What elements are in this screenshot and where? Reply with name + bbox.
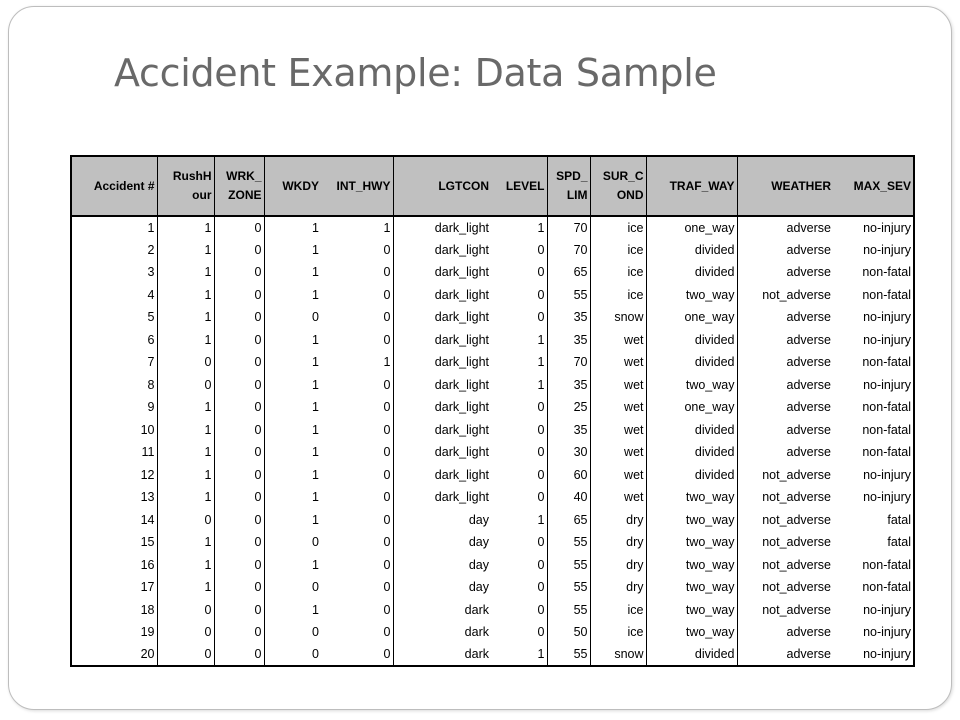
table-cell: 35 bbox=[547, 306, 590, 329]
table-cell: 0 bbox=[157, 599, 214, 622]
table-cell: wet bbox=[590, 486, 646, 509]
table-cell: no-injury bbox=[863, 220, 911, 235]
table-row bbox=[71, 441, 914, 464]
table-cell: 0 bbox=[321, 486, 393, 509]
table-cell: 0 bbox=[321, 239, 393, 262]
table-cell: 0 bbox=[312, 535, 319, 550]
table-cell: adverse bbox=[786, 377, 831, 392]
table-cell: no-injury bbox=[863, 377, 911, 392]
table-cell: 60 bbox=[547, 464, 590, 487]
table-cell: 0 bbox=[312, 580, 319, 595]
table-cell: non-fatal bbox=[862, 445, 911, 460]
table-cell: 0 bbox=[491, 464, 547, 487]
table-cell: 19 bbox=[71, 621, 157, 644]
table-cell: adverse bbox=[786, 242, 831, 257]
table-cell: dark_light bbox=[434, 242, 489, 257]
table-cell: 0 bbox=[214, 239, 264, 262]
table-cell: two_way bbox=[646, 599, 737, 622]
table-cell: non-fatal bbox=[862, 580, 911, 595]
table-cell: wet bbox=[590, 329, 646, 352]
table-cell: 14 bbox=[71, 509, 157, 532]
table-cell: 0 bbox=[157, 351, 214, 374]
table-cell: adverse bbox=[786, 647, 831, 662]
table-cell: dry bbox=[590, 531, 646, 554]
table-cell: 0 bbox=[214, 306, 264, 329]
table-cell: 1 bbox=[312, 512, 319, 527]
table-cell: divided bbox=[646, 644, 737, 667]
table-row bbox=[71, 374, 914, 397]
table-cell: not_adverse bbox=[762, 490, 831, 505]
table-cell: 65 bbox=[547, 261, 590, 284]
table-cell: snow bbox=[590, 306, 646, 329]
table-cell: 1 bbox=[312, 557, 319, 572]
table-cell: 0 bbox=[491, 284, 547, 307]
table-cell: 1 bbox=[312, 490, 319, 505]
table-cell: non-fatal bbox=[862, 355, 911, 370]
table-cell: day bbox=[468, 557, 489, 572]
table-cell: 0 bbox=[321, 419, 393, 442]
table-cell: 0 bbox=[157, 509, 214, 532]
column-header: WEATHER bbox=[737, 156, 833, 216]
table-cell: one_way bbox=[646, 306, 737, 329]
table-cell: 0 bbox=[214, 284, 264, 307]
table-cell: not_adverse bbox=[762, 467, 831, 482]
table-cell: 16 bbox=[71, 554, 157, 577]
table-cell: dark_light bbox=[434, 400, 489, 415]
column-header: WRK_ ZONE bbox=[214, 156, 264, 216]
table-cell: 70 bbox=[547, 351, 590, 374]
table-cell: ice bbox=[590, 239, 646, 262]
table-cell: 0 bbox=[321, 306, 393, 329]
table-cell: 55 bbox=[547, 599, 590, 622]
table-cell: no-injury bbox=[863, 242, 911, 257]
table-cell: 55 bbox=[547, 531, 590, 554]
table-cell: 0 bbox=[157, 621, 214, 644]
table-cell: 1 bbox=[312, 355, 319, 370]
table-cell: two_way bbox=[646, 284, 737, 307]
accident-data-table bbox=[70, 155, 915, 667]
table-cell: non-fatal bbox=[862, 400, 911, 415]
table-cell: 55 bbox=[547, 554, 590, 577]
table-cell: no-injury bbox=[863, 490, 911, 505]
table-cell: 18 bbox=[71, 599, 157, 622]
table-cell: 1 bbox=[157, 396, 214, 419]
table-cell: 0 bbox=[491, 531, 547, 554]
table-cell: no-injury bbox=[863, 602, 911, 617]
table-cell: adverse bbox=[786, 400, 831, 415]
table-cell: 1 bbox=[312, 220, 319, 235]
table-cell: 55 bbox=[547, 644, 590, 667]
table-cell: divided bbox=[646, 351, 737, 374]
table-cell: 1 bbox=[491, 216, 547, 239]
column-header: LEVEL bbox=[491, 156, 547, 216]
table-cell: 0 bbox=[157, 644, 214, 667]
table-cell: wet bbox=[590, 351, 646, 374]
table-row bbox=[71, 599, 914, 622]
table-cell: 0 bbox=[214, 486, 264, 509]
table-row bbox=[71, 306, 914, 329]
table-cell: non-fatal bbox=[862, 287, 911, 302]
table-row bbox=[71, 419, 914, 442]
table-cell: wet bbox=[590, 419, 646, 442]
table-cell: adverse bbox=[786, 310, 831, 325]
table-cell: 50 bbox=[547, 621, 590, 644]
table-cell: dry bbox=[590, 554, 646, 577]
data-table-container bbox=[70, 155, 913, 667]
table-cell: 5 bbox=[71, 306, 157, 329]
table-cell: 0 bbox=[491, 396, 547, 419]
table-cell: 0 bbox=[491, 554, 547, 577]
table-cell: dark bbox=[464, 602, 489, 617]
table-cell: 0 bbox=[321, 441, 393, 464]
table-cell: dry bbox=[590, 576, 646, 599]
table-cell: 7 bbox=[71, 351, 157, 374]
table-cell: 10 bbox=[71, 419, 157, 442]
table-cell: day bbox=[468, 512, 489, 527]
table-cell: dark_light bbox=[434, 310, 489, 325]
table-cell: two_way bbox=[646, 621, 737, 644]
table-cell: 0 bbox=[321, 329, 393, 352]
table-cell: 1 bbox=[312, 332, 319, 347]
table-cell: 35 bbox=[547, 419, 590, 442]
column-header: WKDY bbox=[264, 156, 321, 216]
table-cell: fatal bbox=[887, 512, 911, 527]
table-cell: ice bbox=[590, 284, 646, 307]
table-cell: dark bbox=[464, 625, 489, 640]
table-cell: 0 bbox=[214, 261, 264, 284]
table-cell: one_way bbox=[646, 216, 737, 239]
table-row bbox=[71, 554, 914, 577]
table-cell: ice bbox=[590, 621, 646, 644]
table-cell: 1 bbox=[491, 509, 547, 532]
table-row bbox=[71, 486, 914, 509]
table-cell: no-injury bbox=[863, 310, 911, 325]
table-cell: wet bbox=[590, 374, 646, 397]
table-cell: 0 bbox=[491, 621, 547, 644]
table-cell: adverse bbox=[786, 332, 831, 347]
table-cell: 0 bbox=[312, 310, 319, 325]
table-cell: day bbox=[468, 535, 489, 550]
table-cell: 0 bbox=[214, 621, 264, 644]
column-header: LGTCON bbox=[393, 156, 491, 216]
table-cell: dry bbox=[590, 509, 646, 532]
table-cell: 55 bbox=[547, 284, 590, 307]
table-cell: 70 bbox=[547, 239, 590, 262]
table-cell: ice bbox=[590, 216, 646, 239]
table-cell: dark_light bbox=[434, 445, 489, 460]
table-cell: 1 bbox=[157, 216, 214, 239]
table-cell: 0 bbox=[214, 441, 264, 464]
table-cell: 0 bbox=[214, 531, 264, 554]
table-cell: two_way bbox=[646, 554, 737, 577]
table-cell: 1 bbox=[157, 486, 214, 509]
table-cell: two_way bbox=[646, 486, 737, 509]
table-cell: 0 bbox=[312, 625, 319, 640]
table-cell: divided bbox=[646, 239, 737, 262]
table-cell: 0 bbox=[321, 554, 393, 577]
table-cell: not_adverse bbox=[762, 580, 831, 595]
table-row bbox=[71, 396, 914, 419]
table-cell: no-injury bbox=[863, 332, 911, 347]
table-cell: 1 bbox=[157, 441, 214, 464]
table-row bbox=[71, 329, 914, 352]
table-cell: 0 bbox=[214, 509, 264, 532]
table-cell: 0 bbox=[214, 396, 264, 419]
table-cell: dark_light bbox=[434, 377, 489, 392]
table-cell: no-injury bbox=[863, 625, 911, 640]
table-cell: 0 bbox=[321, 599, 393, 622]
column-header: TRAF_WAY bbox=[646, 156, 737, 216]
table-cell: 0 bbox=[214, 216, 264, 239]
table-cell: dark_light bbox=[434, 287, 489, 302]
table-cell: 0 bbox=[214, 329, 264, 352]
table-cell: 0 bbox=[491, 261, 547, 284]
table-cell: 1 bbox=[157, 261, 214, 284]
table-cell: 1 bbox=[157, 419, 214, 442]
table-cell: dark_light bbox=[434, 265, 489, 280]
table-cell: non-fatal bbox=[862, 265, 911, 280]
table-cell: two_way bbox=[646, 374, 737, 397]
table-cell: 35 bbox=[547, 374, 590, 397]
table-cell: dark_light bbox=[434, 355, 489, 370]
table-cell: dark_light bbox=[434, 467, 489, 482]
table-cell: 0 bbox=[214, 644, 264, 667]
table-cell: divided bbox=[646, 261, 737, 284]
table-cell: 1 bbox=[312, 400, 319, 415]
table-cell: 0 bbox=[491, 239, 547, 262]
table-cell: non-fatal bbox=[862, 557, 911, 572]
table-cell: 1 bbox=[312, 467, 319, 482]
table-cell: 0 bbox=[321, 621, 393, 644]
table-cell: 1 bbox=[312, 602, 319, 617]
table-cell: 1 bbox=[491, 351, 547, 374]
table-cell: dark_light bbox=[434, 220, 489, 235]
table-cell: 0 bbox=[214, 374, 264, 397]
table-cell: not_adverse bbox=[762, 512, 831, 527]
table-cell: divided bbox=[646, 441, 737, 464]
table-row bbox=[71, 464, 914, 487]
table-body bbox=[71, 216, 914, 666]
column-header: Accident # bbox=[71, 156, 157, 216]
table-cell: 0 bbox=[214, 351, 264, 374]
table-cell: adverse bbox=[786, 625, 831, 640]
table-cell: 0 bbox=[321, 464, 393, 487]
table-cell: 1 bbox=[312, 242, 319, 257]
table-cell: 25 bbox=[547, 396, 590, 419]
table-cell: adverse bbox=[786, 220, 831, 235]
table-cell: 0 bbox=[214, 599, 264, 622]
table-cell: 30 bbox=[547, 441, 590, 464]
table-cell: ice bbox=[590, 599, 646, 622]
table-cell: 1 bbox=[491, 374, 547, 397]
table-cell: 1 bbox=[157, 531, 214, 554]
table-row bbox=[71, 531, 914, 554]
table-cell: 70 bbox=[547, 216, 590, 239]
table-cell: 1 bbox=[157, 554, 214, 577]
table-cell: 8 bbox=[71, 374, 157, 397]
table-row bbox=[71, 576, 914, 599]
table-cell: 1 bbox=[321, 216, 393, 239]
table-cell: 1 bbox=[157, 464, 214, 487]
table-cell: wet bbox=[590, 464, 646, 487]
table-cell: 40 bbox=[547, 486, 590, 509]
table-cell: not_adverse bbox=[762, 287, 831, 302]
table-cell: 0 bbox=[321, 531, 393, 554]
table-row bbox=[71, 351, 914, 374]
table-cell: 0 bbox=[321, 644, 393, 667]
table-cell: 0 bbox=[491, 599, 547, 622]
table-row bbox=[71, 621, 914, 644]
table-cell: 1 bbox=[491, 644, 547, 667]
table-cell: not_adverse bbox=[762, 602, 831, 617]
table-row bbox=[71, 644, 914, 667]
table-cell: no-injury bbox=[863, 647, 911, 662]
table-cell: 1 bbox=[312, 287, 319, 302]
table-cell: wet bbox=[590, 441, 646, 464]
table-row bbox=[71, 509, 914, 532]
table-cell: ice bbox=[590, 261, 646, 284]
table-cell: 1 bbox=[157, 306, 214, 329]
table-cell: day bbox=[468, 580, 489, 595]
table-cell: adverse bbox=[786, 445, 831, 460]
table-cell: divided bbox=[646, 329, 737, 352]
table-cell: no-injury bbox=[863, 467, 911, 482]
table-cell: snow bbox=[590, 644, 646, 667]
slide-frame bbox=[8, 6, 952, 710]
table-cell: 1 bbox=[312, 422, 319, 437]
table-cell: 1 bbox=[157, 239, 214, 262]
table-cell: one_way bbox=[646, 396, 737, 419]
table-cell: adverse bbox=[786, 422, 831, 437]
table-cell: 17 bbox=[71, 576, 157, 599]
table-cell: divided bbox=[646, 464, 737, 487]
table-cell: wet bbox=[590, 396, 646, 419]
table-cell: 0 bbox=[321, 374, 393, 397]
table-cell: dark bbox=[464, 647, 489, 662]
table-cell: two_way bbox=[646, 531, 737, 554]
table-cell: two_way bbox=[646, 509, 737, 532]
table-cell: 20 bbox=[71, 644, 157, 667]
table-cell: 0 bbox=[321, 509, 393, 532]
table-row bbox=[71, 261, 914, 284]
table-cell: 0 bbox=[321, 284, 393, 307]
table-cell: 13 bbox=[71, 486, 157, 509]
table-cell: 11 bbox=[71, 441, 157, 464]
table-cell: non-fatal bbox=[862, 422, 911, 437]
table-cell: 0 bbox=[157, 374, 214, 397]
table-cell: 1 bbox=[312, 445, 319, 460]
table-cell: dark_light bbox=[434, 332, 489, 347]
table-row bbox=[71, 239, 914, 262]
table-cell: divided bbox=[646, 419, 737, 442]
table-cell: 1 bbox=[312, 377, 319, 392]
column-header: MAX_SEV bbox=[833, 156, 914, 216]
table-cell: 1 bbox=[71, 216, 157, 239]
table-cell: dark_light bbox=[434, 422, 489, 437]
table-cell: 55 bbox=[547, 576, 590, 599]
table-cell: 2 bbox=[71, 239, 157, 262]
table-cell: 1 bbox=[312, 265, 319, 280]
table-row bbox=[71, 284, 914, 307]
table-cell: 1 bbox=[491, 329, 547, 352]
table-cell: 4 bbox=[71, 284, 157, 307]
table-cell: 35 bbox=[547, 329, 590, 352]
table-cell: 0 bbox=[214, 464, 264, 487]
table-cell: 3 bbox=[71, 261, 157, 284]
table-cell: dark_light bbox=[434, 490, 489, 505]
slide-title: Accident Example: Data Sample bbox=[114, 51, 717, 95]
table-cell: fatal bbox=[887, 535, 911, 550]
column-header: RushH our bbox=[157, 156, 214, 216]
table-cell: 1 bbox=[157, 329, 214, 352]
column-header: SUR_C OND bbox=[590, 156, 646, 216]
table-cell: 0 bbox=[491, 419, 547, 442]
table-cell: not_adverse bbox=[762, 535, 831, 550]
table-cell: 0 bbox=[321, 261, 393, 284]
table-cell: 1 bbox=[321, 351, 393, 374]
table-cell: adverse bbox=[786, 355, 831, 370]
table-cell: 9 bbox=[71, 396, 157, 419]
table-cell: 1 bbox=[157, 576, 214, 599]
table-cell: 6 bbox=[71, 329, 157, 352]
table-cell: 0 bbox=[214, 576, 264, 599]
table-cell: 12 bbox=[71, 464, 157, 487]
table-header-row bbox=[71, 156, 914, 216]
table-cell: 0 bbox=[491, 306, 547, 329]
table-cell: two_way bbox=[646, 576, 737, 599]
table-cell: 15 bbox=[71, 531, 157, 554]
column-header: INT_HWY bbox=[321, 156, 393, 216]
column-header: SPD_ LIM bbox=[547, 156, 590, 216]
table-cell: 0 bbox=[491, 441, 547, 464]
table-cell: not_adverse bbox=[762, 557, 831, 572]
table-row bbox=[71, 216, 914, 239]
table-cell: 0 bbox=[312, 647, 319, 662]
table-cell: 0 bbox=[321, 576, 393, 599]
table-cell: adverse bbox=[786, 265, 831, 280]
table-cell: 1 bbox=[157, 284, 214, 307]
table-cell: 65 bbox=[547, 509, 590, 532]
table-cell: 0 bbox=[321, 396, 393, 419]
table-cell: 0 bbox=[491, 486, 547, 509]
table-cell: 0 bbox=[214, 554, 264, 577]
table-cell: 0 bbox=[491, 576, 547, 599]
table-cell: 0 bbox=[214, 419, 264, 442]
